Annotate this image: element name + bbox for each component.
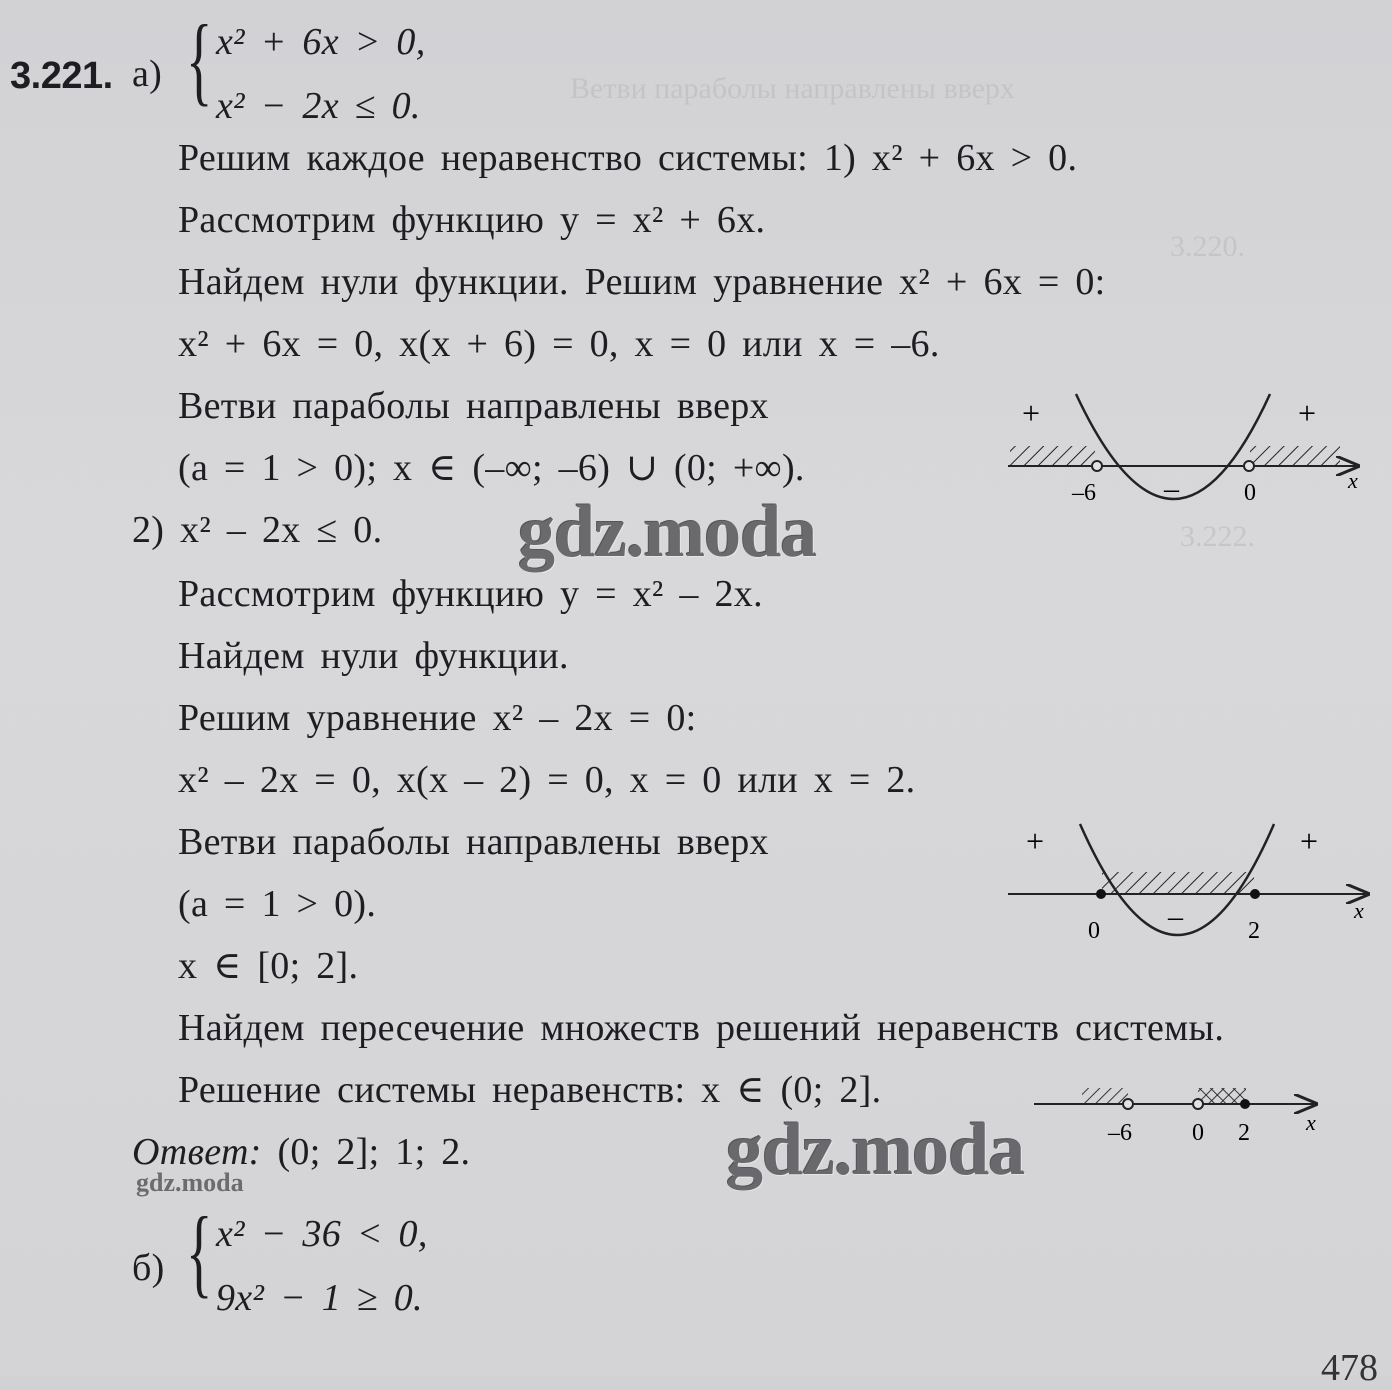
system-b-line-1: x² − 36 < 0,	[216, 1213, 428, 1255]
parabola-graph-2	[1000, 820, 1380, 960]
watermark: gdz.moda	[726, 1109, 1025, 1191]
solution-line: Ветви параболы направлены вверх	[178, 821, 769, 863]
closed-point	[1250, 889, 1260, 899]
solution-line: 2) x² – 2x ≤ 0.	[132, 509, 383, 551]
open-point	[1092, 461, 1102, 471]
tick-label: –6	[1108, 1120, 1132, 1146]
system-b-line-2: 9x² − 1 ≥ 0.	[216, 1277, 423, 1319]
solution-line: (a = 1 > 0); x ∈ (–∞; –6) ∪ (0; +∞).	[178, 447, 805, 489]
system-brace-icon: {	[186, 4, 213, 115]
system-a-line-2: x² − 2x ≤ 0.	[216, 85, 421, 127]
tick-label: 0	[1192, 1120, 1204, 1146]
hatched-region	[1102, 872, 1254, 894]
tick-label: 0	[1088, 918, 1100, 944]
solution-line: Рассмотрим функцию y = x² + 6x.	[178, 199, 766, 241]
solution-line: Найдем пересечение множеств решений неравенств системы.	[178, 1007, 1225, 1049]
tick-label: 0	[1244, 480, 1256, 506]
solution-line: x² – 2x = 0, x(x – 2) = 0, x = 0 или x = 2.	[178, 759, 916, 801]
solution-line: Найдем нули функции. Решим уравнение x² + 6x = 0:	[178, 261, 1106, 303]
closed-point	[1096, 889, 1106, 899]
answer-value: (0; 2]; 1; 2.	[277, 1131, 471, 1173]
parabola-graph-1	[1000, 390, 1380, 530]
solution-line: x² + 6x = 0, x(x + 6) = 0, x = 0 или x = –6.	[178, 323, 940, 365]
system-brace-icon: {	[186, 1196, 213, 1307]
tick-label: –6	[1072, 480, 1096, 506]
solution-line: Решение системы неравенств: x ∈ (0; 2].	[178, 1069, 882, 1111]
hatched-region	[1010, 446, 1095, 466]
solution-line: Рассмотрим функцию y = x² – 2x.	[178, 573, 763, 615]
minus-sign: –	[1168, 900, 1183, 933]
number-line-graph	[1030, 1078, 1330, 1158]
plus-sign: +	[1298, 395, 1317, 431]
open-point	[1123, 1099, 1133, 1109]
solution-line: (a = 1 > 0).	[178, 883, 377, 925]
page-number: 478	[1321, 1347, 1378, 1389]
solution-line: Найдем нули функции.	[178, 635, 569, 677]
part-b-label: б)	[132, 1247, 165, 1289]
plus-sign: +	[1026, 823, 1045, 859]
watermark: gdz.moda	[136, 1168, 244, 1197]
plus-sign: +	[1022, 395, 1041, 431]
solution-line: Ветви параболы направлены вверх	[178, 385, 769, 427]
answer-label: Ответ:	[132, 1131, 262, 1173]
cross-hatched-region	[1198, 1088, 1246, 1104]
axis-label: x	[1306, 1110, 1316, 1135]
open-point	[1244, 461, 1254, 471]
bleed-through-text: 3.222.	[1180, 520, 1255, 553]
tick-label: 2	[1248, 918, 1260, 944]
axis-label: x	[1354, 898, 1364, 923]
plus-sign: +	[1300, 823, 1319, 859]
solution-line: x ∈ [0; 2].	[178, 945, 359, 987]
tick-label: 2	[1238, 1120, 1250, 1146]
watermark: gdz.moda	[518, 491, 817, 573]
open-point	[1193, 1099, 1203, 1109]
part-a-label: а)	[132, 53, 163, 95]
bleed-through-text: 3.220.	[1170, 230, 1245, 263]
bleed-through-text: Ветви параболы направлены вверх	[570, 72, 1015, 105]
system-a-line-1: x² + 6x > 0,	[216, 21, 426, 63]
solution-line: Решим каждое неравенство системы: 1) x² + 6x > 0.	[178, 137, 1078, 179]
problem-number: 3.221.	[10, 55, 113, 97]
hatched-region	[1250, 446, 1340, 466]
closed-point	[1240, 1099, 1250, 1109]
minus-sign: –	[1164, 472, 1179, 505]
axis-label: x	[1348, 468, 1358, 493]
hatched-region	[1082, 1088, 1128, 1104]
solution-line: Решим уравнение x² – 2x = 0:	[178, 697, 697, 739]
